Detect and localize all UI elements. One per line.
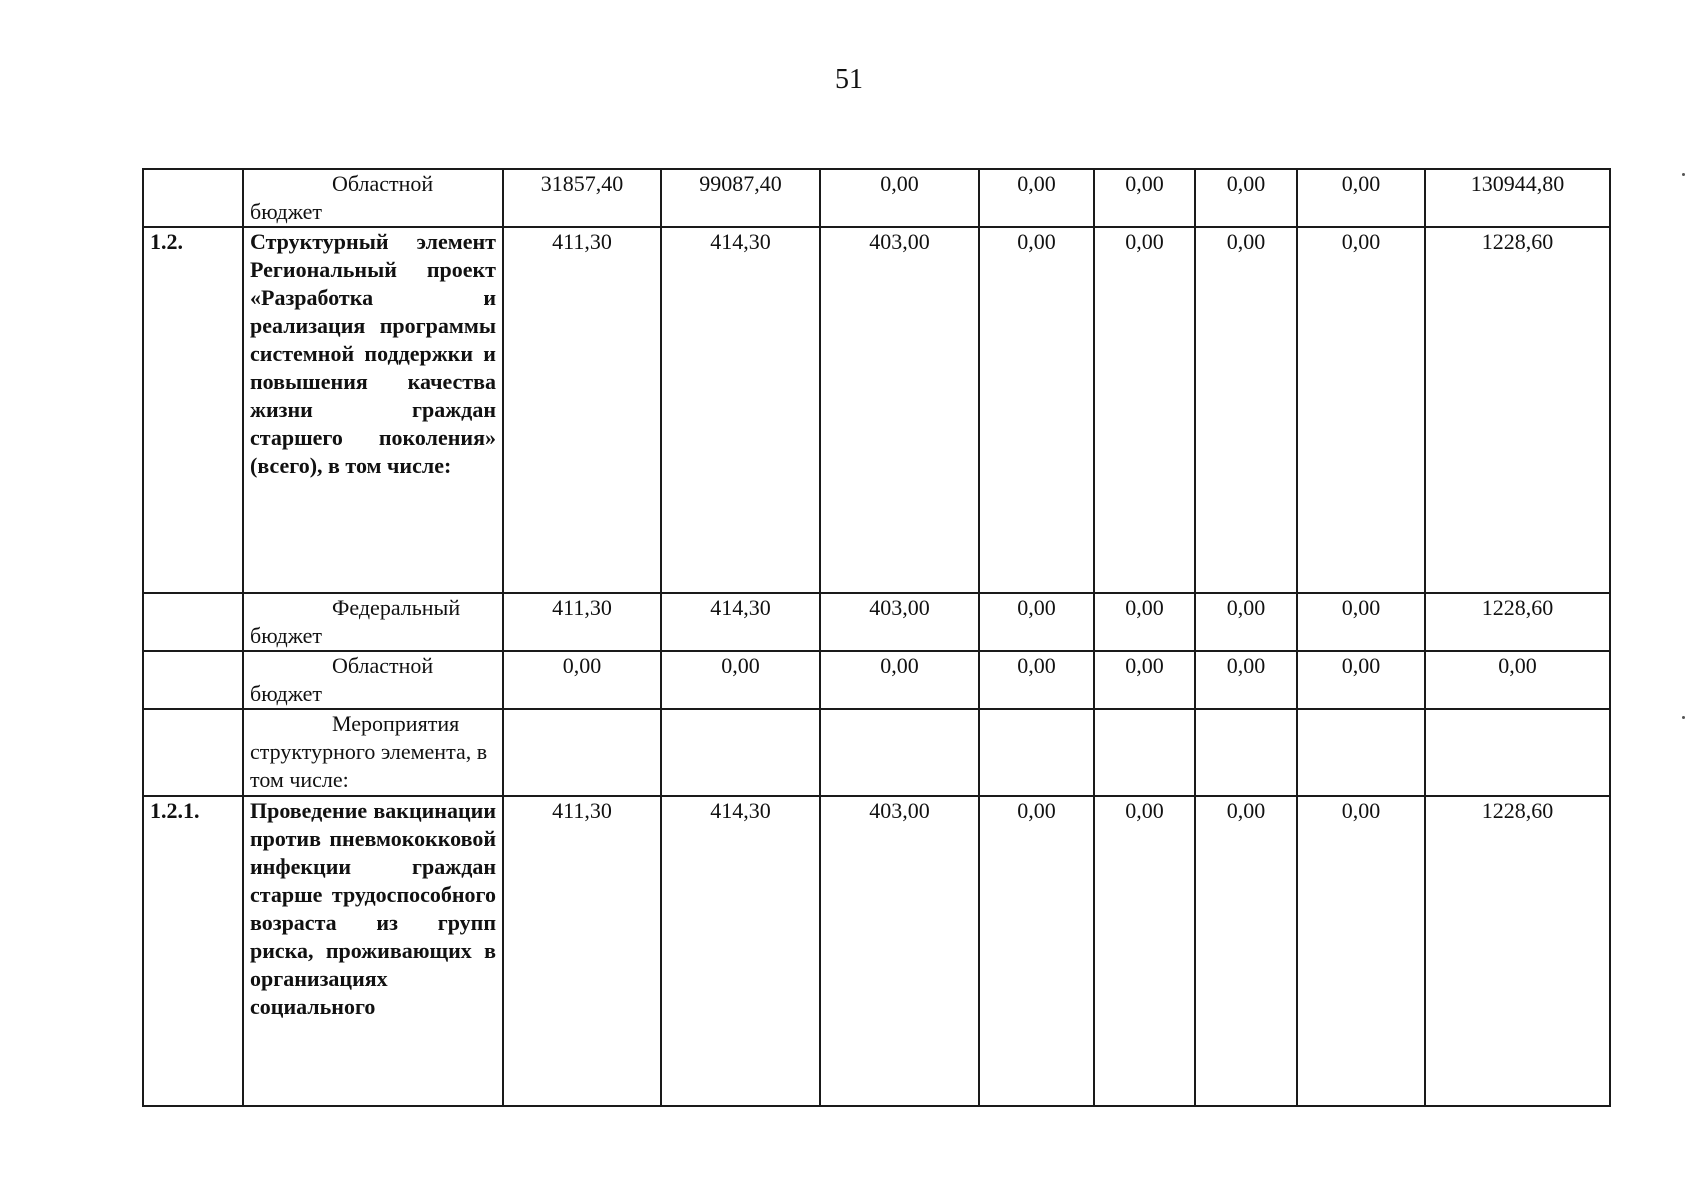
row-code-cell (143, 169, 243, 227)
value-cell: 99087,40 (661, 169, 820, 227)
value-cell: 414,30 (661, 593, 820, 651)
value-cell (661, 709, 820, 796)
value-cell: 0,00 (1297, 651, 1425, 709)
value-cell: 0,00 (820, 651, 979, 709)
row-name-cell (243, 651, 503, 709)
row-name-text: бюджет (250, 681, 322, 706)
value-cell (1195, 709, 1297, 796)
table-row (143, 227, 1610, 593)
row-name-first-line: Областной (332, 653, 434, 678)
value-cell (1425, 709, 1610, 796)
row-name-text: структурного элемента, в том числе: (250, 739, 488, 792)
value-cell: 1228,60 (1425, 227, 1610, 593)
value-cell: 0,00 (979, 796, 1094, 1106)
table-row (143, 796, 1610, 1106)
row-name-first-line: Областной (332, 171, 434, 196)
table-row (143, 651, 1610, 709)
value-cell: 0,00 (1425, 651, 1610, 709)
value-cell: 403,00 (820, 593, 979, 651)
value-cell: 1228,60 (1425, 593, 1610, 651)
scan-speck (1682, 173, 1685, 176)
row-name-cell (243, 796, 503, 1106)
value-cell: 0,00 (1195, 651, 1297, 709)
value-cell: 1228,60 (1425, 796, 1610, 1106)
value-cell: 0,00 (1094, 593, 1195, 651)
value-cell: 0,00 (979, 169, 1094, 227)
value-cell: 0,00 (1195, 227, 1297, 593)
row-code-cell: 1.2.1. (143, 796, 243, 1106)
value-cell: 130944,80 (1425, 169, 1610, 227)
value-cell: 411,30 (503, 593, 661, 651)
value-cell: 414,30 (661, 796, 820, 1106)
row-name-cell (243, 169, 503, 227)
value-cell: 411,30 (503, 796, 661, 1106)
value-cell: 0,00 (1094, 227, 1195, 593)
value-cell: 0,00 (1195, 169, 1297, 227)
value-cell: 0,00 (979, 593, 1094, 651)
table-row (143, 593, 1610, 651)
row-code-cell: 1.2. (143, 227, 243, 593)
table-body (143, 169, 1610, 1106)
value-cell: 403,00 (820, 227, 979, 593)
row-name-cell (243, 593, 503, 651)
value-cell (979, 709, 1094, 796)
value-cell: 0,00 (661, 651, 820, 709)
value-cell: 0,00 (1297, 169, 1425, 227)
row-name-first-line: Федеральный (332, 595, 461, 620)
table-row (143, 169, 1610, 227)
row-code-cell (143, 709, 243, 796)
value-cell (503, 709, 661, 796)
value-cell: 0,00 (1094, 796, 1195, 1106)
value-cell: 0,00 (1195, 796, 1297, 1106)
row-code-cell (143, 593, 243, 651)
scan-speck (1682, 716, 1685, 719)
value-cell: 0,00 (820, 169, 979, 227)
row-name-cell (243, 227, 503, 593)
value-cell: 411,30 (503, 227, 661, 593)
value-cell: 0,00 (979, 227, 1094, 593)
value-cell: 31857,40 (503, 169, 661, 227)
value-cell: 0,00 (979, 651, 1094, 709)
value-cell: 0,00 (1297, 227, 1425, 593)
value-cell (820, 709, 979, 796)
row-name-cell (243, 709, 503, 796)
value-cell: 0,00 (1094, 651, 1195, 709)
row-name-first-line: Мероприятия (332, 711, 460, 736)
table-row (143, 709, 1610, 796)
value-cell: 0,00 (1297, 593, 1425, 651)
row-name-text: бюджет (250, 623, 322, 648)
value-cell: 0,00 (1297, 796, 1425, 1106)
value-cell: 0,00 (503, 651, 661, 709)
row-name-text: Структурный элемент Региональный проект «Разработка и реализация программы системной поддержки и повышения качества жизни граждан старшего поколения» (всего), в том числе: (250, 229, 496, 478)
value-cell: 414,30 (661, 227, 820, 593)
value-cell (1297, 709, 1425, 796)
value-cell: 0,00 (1195, 593, 1297, 651)
value-cell: 0,00 (1094, 169, 1195, 227)
row-name-text: Проведение вакцинации против пневмококковой инфекции граждан старше трудоспособного возраста из групп риска, проживающих в организациях социального (250, 798, 496, 1019)
value-cell: 403,00 (820, 796, 979, 1106)
row-code-cell (143, 651, 243, 709)
row-name-text: бюджет (250, 199, 322, 224)
budget-table (142, 168, 1611, 1107)
value-cell (1094, 709, 1195, 796)
page-number: 51 (835, 64, 863, 95)
